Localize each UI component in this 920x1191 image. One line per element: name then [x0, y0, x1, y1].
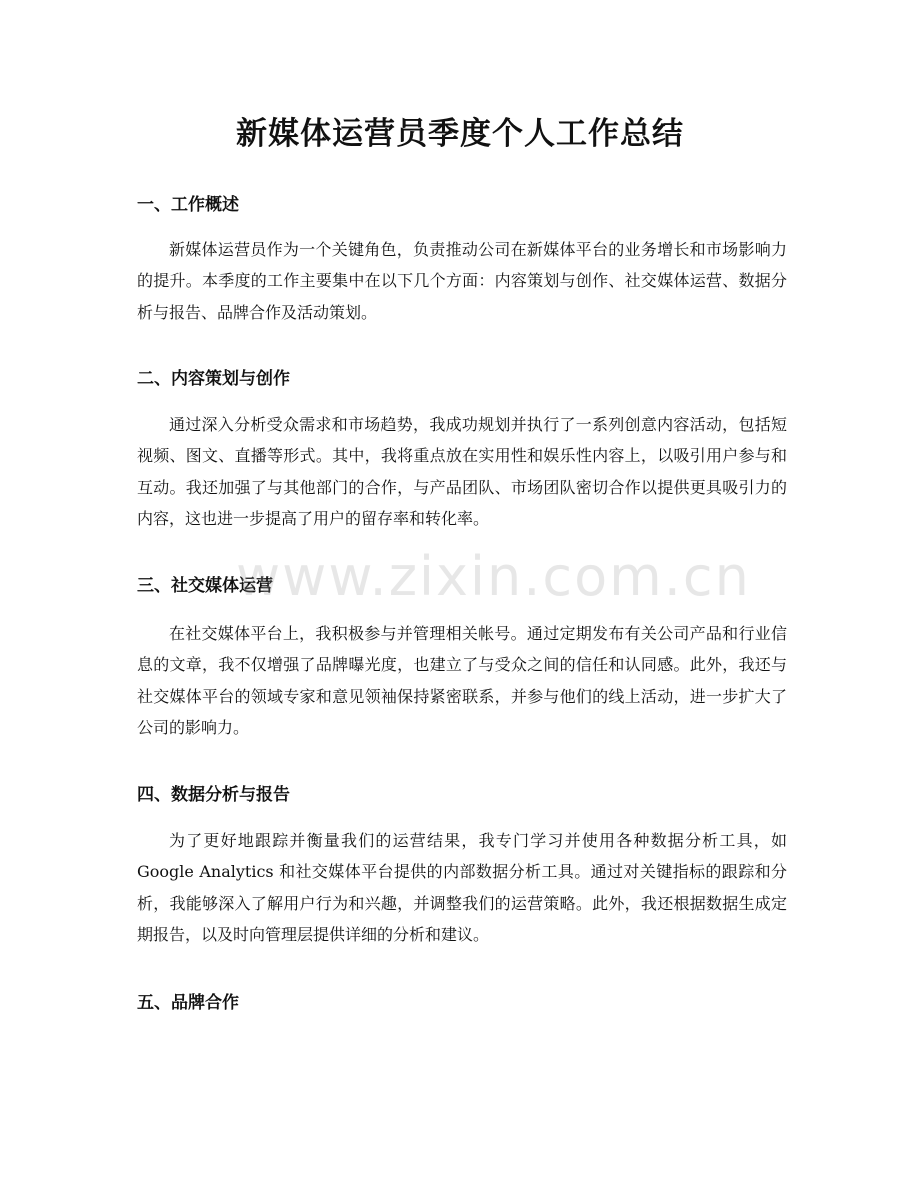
section-paragraph-overview: 新媒体运营员作为一个关键角色，负责推动公司在新媒体平台的业务增长和市场影响力的提升。本季度的工作主要集中在以下几个方面：内容策划与创作、社交媒体运营、数据分析与报告、品牌合作及活动策划。: [137, 240, 787, 322]
section-paragraph-data: 为了更好地跟踪并衡量我们的运营结果，我专门学习并使用各种数据分析工具，如 Google Analytics 和社交媒体平台提供的内部数据分析工具。通过对关键指标的跟踪和分析，我能够深入了解用户行为和兴趣，并调整我们的运营策略。此外，我还根据数据生成定期报告，以及时向管理层提供详细的分析和建议。: [137, 831, 787, 944]
section-heading-data: 四、数据分析与报告: [137, 785, 290, 805]
section-heading-brand: 五、品牌合作: [137, 993, 239, 1013]
section-heading-content: 二、内容策划与创作: [137, 369, 290, 389]
section-heading-social: 三、社交媒体运营: [137, 576, 273, 596]
watermark: www.zixin.com.cn: [236, 545, 751, 608]
section-paragraph-content: 通过深入分析受众需求和市场趋势，我成功规划并执行了一系列创意内容活动，包括短视频、图文、直播等形式。其中，我将重点放在实用性和娱乐性内容上，以吸引用户参与和互动。我还加强了与其他部门的合作，与产品团队、市场团队密切合作以提供更具吸引力的内容，这也进一步提高了用户的留存率和转化率。: [137, 415, 787, 528]
document-title: 新媒体运营员季度个人工作总结: [236, 116, 684, 152]
section-heading-overview: 一、工作概述: [137, 195, 239, 215]
section-paragraph-social: 在社交媒体平台上，我积极参与并管理相关帐号。通过定期发布有关公司产品和行业信息的文章，我不仅增强了品牌曝光度，也建立了与受众之间的信任和认同感。此外，我还与社交媒体平台的领域专家和意见领袖保持紧密联系，并参与他们的线上活动，进一步扩大了公司的影响力。: [137, 624, 787, 737]
